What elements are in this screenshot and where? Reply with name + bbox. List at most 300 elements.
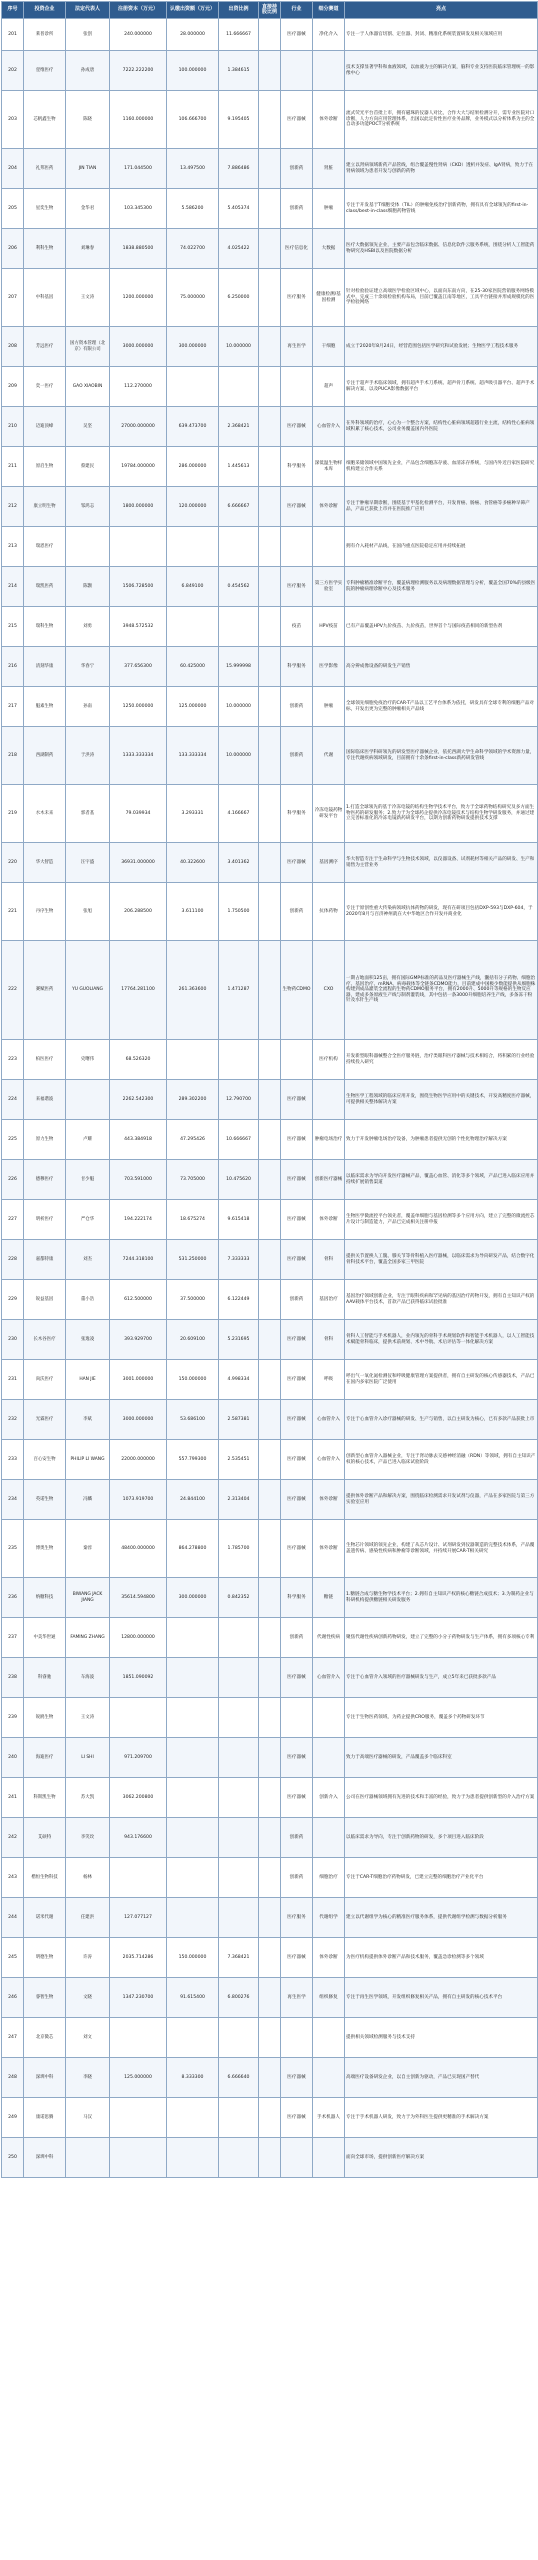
cell-company: 深圳中科	[24, 2138, 66, 2178]
cell-capital: 194.222174	[110, 1200, 167, 1240]
cell-direct	[259, 1400, 281, 1440]
cell-track: 组织修复	[313, 1978, 345, 2018]
cell-capital: 127.077127	[110, 1898, 167, 1938]
cell-desc: 提供相关领域检测服务与技术支持	[345, 2018, 538, 2058]
cell-capital: 125.000000	[110, 2058, 167, 2098]
cell-industry: 医疗器械	[281, 1738, 313, 1778]
cell-no: 223	[2, 1040, 24, 1080]
cell-company: 奕一医疗	[24, 367, 66, 407]
cell-capital: 112.270000	[110, 367, 167, 407]
cell-subscribed: 28.000000	[167, 19, 219, 51]
cell-rep: 卢耀	[66, 1120, 110, 1160]
table-row	[2, 687, 538, 727]
table-row	[2, 1858, 538, 1898]
cell-ratio	[219, 2138, 259, 2178]
cell-subscribed: 286.000000	[167, 447, 219, 487]
cell-ratio: 1.471287	[219, 941, 259, 1040]
cell-ratio	[219, 367, 259, 407]
cell-industry: 医疗器械	[281, 1360, 313, 1400]
header-ratio: 出资比例	[219, 2, 259, 19]
cell-capital: 3000.000000	[110, 327, 167, 367]
cell-direct	[259, 883, 281, 941]
cell-rep: 于洪涛	[66, 727, 110, 785]
cell-industry: 创新药	[281, 149, 313, 189]
cell-subscribed: 150.000000	[167, 1938, 219, 1978]
cell-direct	[259, 941, 281, 1040]
cell-company: 清刻华康	[24, 647, 66, 687]
cell-ratio: 6.800276	[219, 1978, 259, 2018]
table-row	[2, 2058, 538, 2098]
cell-subscribed: 150.000000	[167, 1360, 219, 1400]
cell-direct	[259, 2098, 281, 2138]
cell-capital: 2035.714286	[110, 1938, 167, 1978]
cell-ratio: 10.475620	[219, 1160, 259, 1200]
cell-company: 礼邦医药	[24, 149, 66, 189]
cell-industry: 创新药	[281, 1818, 313, 1858]
table-row	[2, 1520, 538, 1578]
cell-industry: 医疗器械	[281, 1200, 313, 1240]
cell-direct	[259, 527, 281, 567]
header-track: 细分赛道	[313, 2, 345, 19]
cell-rep: 杨林	[66, 1858, 110, 1898]
table-row	[2, 727, 538, 785]
table-row	[2, 883, 538, 941]
cell-ratio: 10.666667	[219, 1120, 259, 1160]
cell-capital: 393.929700	[110, 1320, 167, 1360]
header-no: 序号	[2, 2, 24, 19]
cell-no: 232	[2, 1400, 24, 1440]
cell-capital: 1200.000000	[110, 269, 167, 327]
cell-subscribed: 53.686100	[167, 1400, 219, 1440]
cell-no: 211	[2, 447, 24, 487]
cell-company: 百心安生物	[24, 1440, 66, 1480]
cell-track: 净化介入	[313, 19, 345, 51]
cell-desc: 专注于超声手术临床领域，拥有超声手术刀系统、超声骨刀系统、超声吸引器平台、超声手术解决方案、以及PUCA影像数据平台	[345, 367, 538, 407]
cell-company: 中科基因	[24, 269, 66, 327]
cell-subscribed	[167, 1698, 219, 1738]
table-row	[2, 2138, 538, 2178]
cell-track: 创新介入	[313, 1778, 345, 1818]
cell-track: 创新医疗器械	[313, 1160, 345, 1200]
cell-ratio: 10.000000	[219, 687, 259, 727]
cell-track: 深低温生物样本库	[313, 447, 345, 487]
table-row	[2, 229, 538, 269]
cell-subscribed	[167, 607, 219, 647]
cell-rep: 苏大凯	[66, 1778, 110, 1818]
cell-rep: 孙南	[66, 687, 110, 727]
cell-subscribed: 74.022700	[167, 229, 219, 269]
cell-capital: 79.039934	[110, 785, 167, 843]
cell-capital	[110, 1858, 167, 1898]
cell-industry: 医疗器械	[281, 487, 313, 527]
cell-track: 心血管介入	[313, 1440, 345, 1480]
cell-rep: 许涛	[66, 1938, 110, 1978]
cell-company: 光霖医疗	[24, 1400, 66, 1440]
cell-rep: 秦淳	[66, 1520, 110, 1578]
cell-desc: 专注于再生医学领域，开发组织修复相关产品，拥有自主研发的核心技术平台	[345, 1978, 538, 2018]
cell-rep: 任建洪	[66, 1898, 110, 1938]
cell-desc: 专注于开发基于T细胞受体（TIL）的肿瘤免疫治疗创新药物，拥有具有全球领先的first-in-class/best-in-class细胞药物管线	[345, 189, 538, 229]
cell-rep: FAMING ZHANG	[66, 1618, 110, 1658]
table-row	[2, 785, 538, 843]
cell-rep: 刘勇	[66, 607, 110, 647]
table-row	[2, 1658, 538, 1698]
cell-desc: 高端医疗设备研发企业，以自主创新为驱动，产品已实现国产替代	[345, 2058, 538, 2098]
table-row	[2, 1360, 538, 1400]
cell-ratio: 4.998334	[219, 1360, 259, 1400]
cell-industry: 医疗器械	[281, 2058, 313, 2098]
cell-rep: 华春宁	[66, 647, 110, 687]
table-row	[2, 527, 538, 567]
cell-company: 英诺生物	[24, 1480, 66, 1520]
cell-company: 星奕生物	[24, 189, 66, 229]
cell-desc: 专注于心血管介入诊疗器械的研发、生产与销售，以自主研发为核心，已有多款产品获批上市	[345, 1400, 538, 1440]
cell-direct	[259, 1698, 281, 1738]
cell-company: 艾硕特	[24, 1818, 66, 1858]
cell-industry: 医疗器械	[281, 1320, 313, 1360]
cell-capital: 943.176600	[110, 1818, 167, 1858]
table-body	[2, 19, 538, 2178]
cell-track	[313, 2058, 345, 2098]
table-row	[2, 1738, 538, 1778]
cell-rep: 李笑玫	[66, 1818, 110, 1858]
table-row	[2, 1778, 538, 1818]
cell-industry: 创新药	[281, 1618, 313, 1658]
cell-ratio: 12.790700	[219, 1080, 259, 1120]
table-row	[2, 1440, 538, 1480]
cell-industry: 生物药CDMO	[281, 941, 313, 1040]
cell-rep: 王文涛	[66, 1698, 110, 1738]
cell-company: 莱普诊所	[24, 19, 66, 51]
header-direct: 直接持股比例	[259, 2, 281, 19]
cell-no: 241	[2, 1778, 24, 1818]
table-row	[2, 407, 538, 447]
cell-no: 234	[2, 1480, 24, 1520]
cell-capital	[110, 527, 167, 567]
cell-no: 228	[2, 1240, 24, 1280]
table-header-row	[2, 2, 538, 19]
cell-subscribed	[167, 2098, 219, 2138]
cell-capital: 35614.594800	[110, 1578, 167, 1618]
cell-desc: 建立以肾病领域新药产品管线，组合覆盖慢性肾病（CKD）透析并发症、IgA肾病，致力于在肾病领域为患者开发与创新的药物	[345, 149, 538, 189]
cell-track	[313, 1818, 345, 1858]
cell-track: 基因治疗	[313, 1280, 345, 1320]
cell-company: 水木未来	[24, 785, 66, 843]
cell-direct	[259, 607, 281, 647]
cell-capital	[110, 1698, 167, 1738]
cell-rep: 王文涛	[66, 269, 110, 327]
cell-direct	[259, 269, 281, 327]
cell-no: 246	[2, 1978, 24, 2018]
cell-no: 250	[2, 2138, 24, 2178]
cell-track: 肿瘤电场治疗	[313, 1120, 345, 1160]
cell-direct	[259, 843, 281, 883]
cell-ratio	[219, 527, 259, 567]
cell-rep: 刘文	[66, 2018, 110, 2058]
cell-subscribed: 531.250000	[167, 1240, 219, 1280]
cell-capital: 3000.000000	[110, 1400, 167, 1440]
cell-ratio	[219, 1658, 259, 1698]
cell-subscribed	[167, 367, 219, 407]
cell-ratio: 9.615418	[219, 1200, 259, 1240]
cell-track: 代谢性疾病	[313, 1618, 345, 1658]
cell-rep: 张旭	[66, 883, 110, 941]
cell-track: 心血管介入	[313, 1400, 345, 1440]
cell-subscribed: 125.000000	[167, 687, 219, 727]
cell-capital: 103.345300	[110, 189, 167, 229]
cell-direct	[259, 2058, 281, 2098]
cell-subscribed: 100.000000	[167, 51, 219, 91]
cell-capital: 377.656300	[110, 647, 167, 687]
cell-no: 214	[2, 567, 24, 607]
cell-direct	[259, 1738, 281, 1778]
cell-track: 医疗机构	[313, 1040, 345, 1080]
table-row	[2, 367, 538, 407]
cell-no: 202	[2, 51, 24, 91]
cell-subscribed: 20.609100	[167, 1320, 219, 1360]
cell-company: 利科生物	[24, 229, 66, 269]
cell-no: 208	[2, 327, 24, 367]
table-row	[2, 149, 538, 189]
table-row	[2, 1200, 538, 1240]
cell-desc: 拥有介入耗材产品线，在国内重点医院稳定应用并持续拓展	[345, 527, 538, 567]
cell-direct	[259, 1658, 281, 1698]
cell-capital: 1073.919700	[110, 1480, 167, 1520]
cell-track: 超声	[313, 367, 345, 407]
investment-table	[1, 1, 538, 2178]
cell-desc: 国际临床医学科研领先的研发型医疗器械企业，依托西湖大学生命科学领域的学术资源力量，专注代谢疾病领域研发，目前拥有十余条first-in-class新药研发管线	[345, 727, 538, 785]
cell-subscribed: 5.586200	[167, 189, 219, 229]
table-row	[2, 269, 538, 327]
cell-no: 243	[2, 1858, 24, 1898]
cell-ratio: 2.313404	[219, 1480, 259, 1520]
cell-direct	[259, 1160, 281, 1200]
cell-desc: 在外科领域的治疗，心心为一个整合方案，结构性心脏病领域超越行业主流，结构性心脏病领域积累了核心技术，公司业务覆盖国内外医院	[345, 407, 538, 447]
cell-no: 239	[2, 1698, 24, 1738]
cell-subscribed: 289.302200	[167, 1080, 219, 1120]
table-row	[2, 607, 538, 647]
table-row	[2, 1160, 538, 1200]
cell-direct	[259, 1818, 281, 1858]
cell-direct	[259, 2138, 281, 2178]
cell-subscribed: 18.675274	[167, 1200, 219, 1240]
cell-rep: 陈颢	[66, 567, 110, 607]
cell-capital: 3948.572532	[110, 607, 167, 647]
cell-rep: 孙成唐	[66, 51, 110, 91]
cell-capital: 3001.000000	[110, 1360, 167, 1400]
cell-capital: 68.526320	[110, 1040, 167, 1080]
cell-company: 来福谐波	[24, 1080, 66, 1120]
cell-industry: 医疗器械	[281, 1440, 313, 1480]
cell-industry: 医疗器械	[281, 91, 313, 149]
cell-desc: 提供关节置换人工髋、膝关节等骨科植入医疗器械，以临床需求为导向研发产品，结合数字化骨科技术平台，覆盖全国多家三甲医院	[345, 1240, 538, 1280]
cell-ratio: 7.368421	[219, 1938, 259, 1978]
cell-company: 长木谷医疗	[24, 1320, 66, 1360]
cell-ratio: 5.405374	[219, 189, 259, 229]
cell-desc: 公司在医疗器械领域拥有先进的技术和丰富的经验，致力于为患者提供创新型的介入治疗方案	[345, 1778, 538, 1818]
cell-track: 体外诊断	[313, 487, 345, 527]
cell-subscribed	[167, 1658, 219, 1698]
cell-direct	[259, 367, 281, 407]
cell-subscribed: 261.363600	[167, 941, 219, 1040]
cell-subscribed: 6.849100	[167, 567, 219, 607]
cell-no: 203	[2, 91, 24, 149]
cell-track: 体外诊断	[313, 1200, 345, 1240]
cell-industry: 疫苗	[281, 607, 313, 647]
cell-company: 诺米代谢	[24, 1898, 66, 1938]
cell-direct	[259, 1120, 281, 1160]
cell-capital: 206.288500	[110, 883, 167, 941]
cell-no: 210	[2, 407, 24, 447]
cell-company: 康立明生物	[24, 487, 66, 527]
cell-no: 225	[2, 1120, 24, 1160]
cell-industry: 医疗器械	[281, 1520, 313, 1578]
cell-no: 229	[2, 1280, 24, 1320]
cell-direct	[259, 1578, 281, 1618]
cell-subscribed: 91.615400	[167, 1978, 219, 2018]
cell-ratio	[219, 1778, 259, 1818]
cell-company: 睿智生物	[24, 1978, 66, 2018]
cell-ratio: 1.384615	[219, 51, 259, 91]
cell-direct	[259, 687, 281, 727]
header-desc: 亮点	[345, 2, 538, 19]
cell-capital: 48400.000000	[110, 1520, 167, 1578]
cell-desc: 提供体外诊断产品和解决方案，围绕临床检测需求开发试剂与仪器，产品在多家医院与第三方实验室应用	[345, 1480, 538, 1520]
cell-rep	[66, 1080, 110, 1120]
cell-industry: 医疗器械	[281, 1658, 313, 1698]
cell-rep: 文晓	[66, 1978, 110, 2018]
cell-desc: 以临床需求为导向，专注于创新药物的研发，多个项目进入临床阶段	[345, 1818, 538, 1858]
cell-subscribed: 40.322600	[167, 843, 219, 883]
table-row	[2, 51, 538, 91]
cell-desc: 生物医学工程领域的临床应用开发，围绕生物医学应用中的关键技术，开发高精度医疗器械，可提供相关整体解决方案	[345, 1080, 538, 1120]
cell-track	[313, 51, 345, 91]
cell-company: 瑞恩医疗	[24, 527, 66, 567]
cell-company: 嘉都特康	[24, 1240, 66, 1280]
cell-ratio	[219, 1898, 259, 1938]
cell-direct	[259, 785, 281, 843]
cell-capital: 12800.000000	[110, 1618, 167, 1658]
table-row	[2, 1698, 538, 1738]
cell-subscribed	[167, 2138, 219, 2178]
cell-capital	[110, 2138, 167, 2178]
cell-rep: 张逸凌	[66, 1320, 110, 1360]
table-row	[2, 1080, 538, 1120]
cell-ratio	[219, 2018, 259, 2058]
cell-direct	[259, 1440, 281, 1480]
cell-rep: 刘琳春	[66, 229, 110, 269]
cell-industry	[281, 2018, 313, 2058]
cell-no: 237	[2, 1618, 24, 1658]
cell-company: 楷恒生物科技	[24, 1858, 66, 1898]
cell-direct	[259, 647, 281, 687]
cell-subscribed: 75.000000	[167, 269, 219, 327]
cell-ratio: 7.886486	[219, 149, 259, 189]
cell-track	[313, 1738, 345, 1778]
cell-industry: 医疗器械	[281, 1080, 313, 1120]
cell-no: 215	[2, 607, 24, 647]
cell-industry: 再生医学	[281, 327, 313, 367]
cell-direct	[259, 1320, 281, 1360]
cell-track: 冷冻电镜药物研发平台	[313, 785, 345, 843]
cell-industry	[281, 2138, 313, 2178]
cell-no: 235	[2, 1520, 24, 1578]
cell-desc: 技术支撑显著学科和血液领域，以血液为主的解决方案，脑科专业支持医院临床管理统一的影像中心	[345, 51, 538, 91]
cell-company: 原力生物	[24, 1120, 66, 1160]
table-row	[2, 1040, 538, 1080]
cell-rep: 国方资本管理（北京）有限公司	[66, 327, 110, 367]
cell-rep: 陈晓	[66, 91, 110, 149]
cell-rep: 金华君	[66, 189, 110, 229]
cell-company: 魁素生物	[24, 687, 66, 727]
table-row	[2, 567, 538, 607]
cell-ratio: 0.454562	[219, 567, 259, 607]
cell-direct	[259, 1200, 281, 1240]
table-row	[2, 843, 538, 883]
cell-direct	[259, 1898, 281, 1938]
cell-no: 244	[2, 1898, 24, 1938]
cell-ratio	[219, 1818, 259, 1858]
cell-track	[313, 527, 345, 567]
cell-ratio	[219, 607, 259, 647]
cell-rep: 李晓	[66, 2058, 110, 2098]
cell-no: 222	[2, 941, 24, 1040]
cell-company: 明德生物	[24, 1938, 66, 1978]
cell-track	[313, 1080, 345, 1120]
cell-subscribed: 106.666700	[167, 91, 219, 149]
cell-no: 233	[2, 1440, 24, 1480]
cell-rep: HAN JIE	[66, 1360, 110, 1400]
cell-no: 238	[2, 1658, 24, 1698]
cell-company: 锐益基因	[24, 1280, 66, 1320]
cell-company: 瑞科生物	[24, 607, 66, 647]
cell-desc: 华大智造专注于生命科学与生物技术领域，以仪器设备、试剂耗材等相关产品的研发、生产和销售为主营业务	[345, 843, 538, 883]
cell-track: 细胞治疗	[313, 1858, 345, 1898]
cell-subscribed: 3.611100	[167, 883, 219, 941]
cell-ratio	[219, 1858, 259, 1898]
table-row	[2, 1618, 538, 1658]
cell-track: 体外诊断	[313, 91, 345, 149]
cell-desc: 一期占地面积125亩，拥有国际GMP标准的药品及医疗器械生产线，囊括有分子药物、细胞治疗、基因治疗、mRNA、病毒载体等全链条CDMO能力，目前建成中国极少数能提供从细胞株构建到成品灌装全流程的生物药CDMO服务平台，拥有2000升、5000升等规格的生物反应器，建成多条原液生产线与制剂灌装线，其中包括一条3000升细胞培养生产线，多条冻干粉针及水针生产线	[345, 941, 538, 1040]
cell-company: 纳糖科技	[24, 1578, 66, 1618]
cell-industry: 医疗器械	[281, 1160, 313, 1200]
cell-track: 干细胞	[313, 327, 345, 367]
cell-capital: 3062.200800	[110, 1778, 167, 1818]
cell-direct	[259, 1360, 281, 1400]
cell-ratio: 1.750500	[219, 883, 259, 941]
cell-track: CXO	[313, 941, 345, 1040]
cell-industry: 科学服务	[281, 447, 313, 487]
cell-company: 西湖制药	[24, 727, 66, 785]
cell-subscribed	[167, 1618, 219, 1658]
cell-desc: 专注于手术机器人研发，致力于为外科医生提供更精准的手术解决方案	[345, 2098, 538, 2138]
cell-capital: 19784.000000	[110, 447, 167, 487]
cell-rep: 车海波	[66, 1658, 110, 1698]
header-industry: 行业	[281, 2, 313, 19]
cell-rep: YU GUOLIANG	[66, 941, 110, 1040]
cell-company: 德穆医疗	[24, 1160, 66, 1200]
cell-track: 体外诊断	[313, 1480, 345, 1520]
cell-company: 深圳中科	[24, 2058, 66, 2098]
cell-company: 芳远医疗	[24, 327, 66, 367]
cell-desc: 专注于肿瘤早期诊断，围绕基于甲基化检测平台，开发胃癌、肠癌、食管癌等多癌种早筛产品，产品已获批上市并在医院推广应用	[345, 487, 538, 527]
table-row	[2, 2018, 538, 2058]
cell-subscribed	[167, 1738, 219, 1778]
cell-no: 226	[2, 1160, 24, 1200]
table-row	[2, 1818, 538, 1858]
cell-desc: 开发新型眼科器械整合全医疗服务链，治疗类眼科医疗器械与技术相结合，将积累的行业经验持续投入研究	[345, 1040, 538, 1080]
cell-subscribed: 120.000000	[167, 487, 219, 527]
